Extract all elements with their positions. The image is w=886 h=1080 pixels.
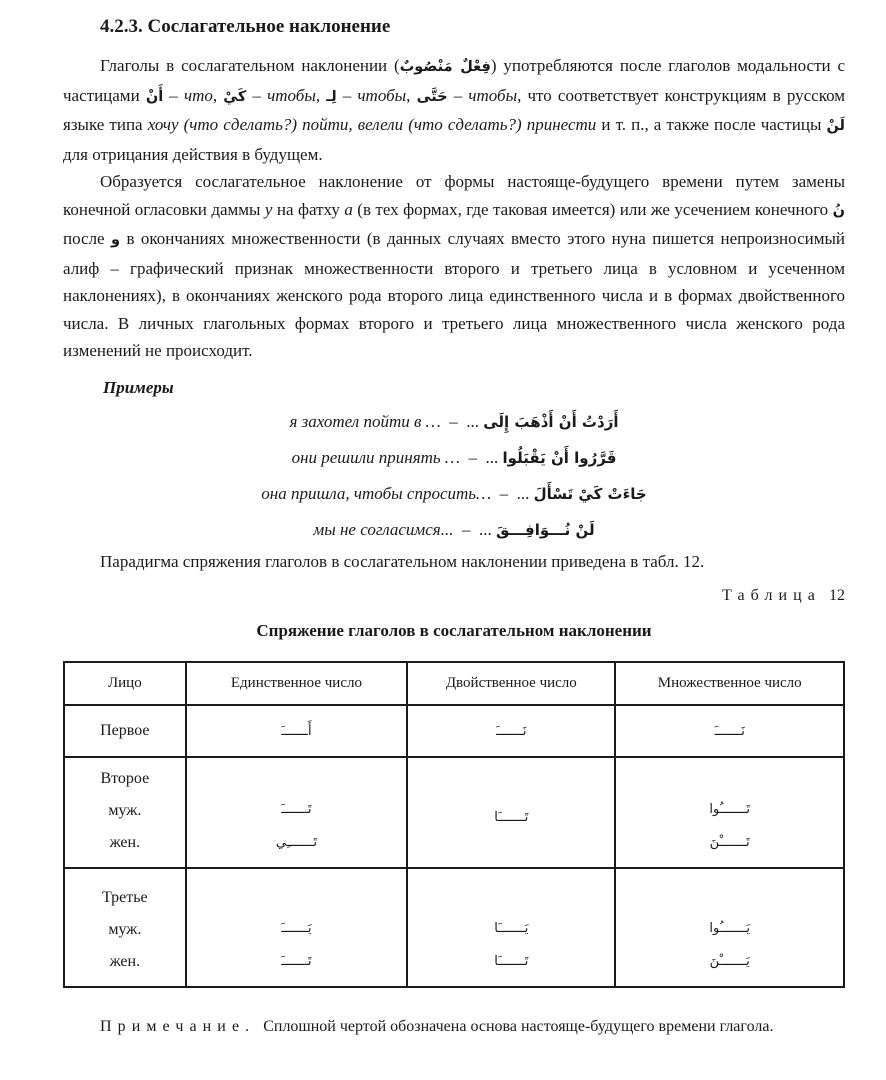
conjugation-form: يَـــــــَا [494,921,529,936]
text-segment: – [246,85,268,105]
text-segment: чтобы [267,85,316,105]
dual-cell [407,705,615,757]
arabic-text: و [111,232,121,248]
russian-phrase: они решили принять … [291,447,461,467]
text-segment: , что соответствует конструкциям в русском языке типа [63,85,846,134]
conjugation-form: يَـــــــُوا [709,921,751,936]
example-line [63,512,845,548]
person-label: Первое [100,722,150,739]
column-header: Лицо [64,662,186,705]
column-header: Множественное число [615,662,844,705]
paragraph-usage [63,52,845,168]
example-line [63,440,845,476]
text-segment: хочу (что сделать?) пойти, велели (что сделать?) принести [147,115,597,134]
arabic-phrase: أَرَدْتُ أَنْ أَذْهَبَ إِلَى [483,412,619,431]
text-segment: Примечание. [100,1018,256,1035]
table-row [64,868,844,987]
text-segment: (в тех формах, где таковая имеется) или же усечением конечного [352,199,833,219]
conjugation-table [63,661,845,988]
plural-cell [615,868,844,987]
conjugation-form: تَـــــــَ [281,954,312,969]
text-segment: а [344,199,353,219]
arabic-text: فِعْلٌ مَنْصُوبٌ [399,59,491,75]
conjugation-form: تَـــــــِي [275,835,317,850]
person-label: муж. [108,921,142,938]
conjugation-form: يَـــــــَ [281,921,312,936]
singular-cell [186,705,408,757]
example-separator: – ... [453,519,496,539]
person-label: жен. [109,953,141,970]
table-header-row [64,662,844,705]
text-segment: Сплошной чертой обозначена основа настояще-будущего времени глагола. [255,1018,774,1035]
text-segment: на фатху [272,199,345,219]
russian-phrase: мы не согласимся... [313,519,454,539]
table-row [64,705,844,757]
arabic-text: أَنْ [145,88,164,105]
text-segment: – [336,85,358,105]
person-cell [64,705,186,757]
conjugation-form: نَـــــــَ [496,723,527,739]
text-segment: , [212,85,224,105]
conjugation-form: أَـــــــَ [281,723,312,739]
example-line [63,476,845,512]
dual-cell [407,868,615,987]
examples-list [63,404,845,548]
conjugation-form: تَـــــــَا [494,810,529,825]
person-label: муж. [108,802,142,819]
arabic-text: كَيْ [223,88,247,105]
text-segment: Образуется сослагательное наклонение от формы настояще-будущего времени путем замены конечной огласовки даммы [63,172,845,219]
person-cell [64,757,186,868]
example-separator: – ... [440,411,484,431]
text-segment: 12 [821,587,845,604]
example-separator: – ... [491,483,534,503]
text-segment: для отрицания действия в будущем. [63,144,323,164]
text-segment: Таблица [722,587,821,604]
conjugation-form: يَـــــــْنَ [709,954,750,969]
text-segment: – [447,85,469,105]
dual-cell [407,757,615,868]
text-segment: , [406,85,417,105]
russian-phrase: она пришла, чтобы спросить… [261,483,492,503]
column-header: Единственное число [186,662,408,705]
arabic-phrase: لَنْ نُـــوَافِـــقَ [495,520,595,539]
person-label: Третье [102,889,148,906]
examples-heading: Примеры [103,377,174,397]
text-segment: , [315,85,327,105]
plural-cell [615,757,844,868]
examples-section [63,378,845,548]
text-segment: у [264,199,273,219]
russian-phrase: я захотел пойти в … [289,411,441,431]
singular-cell [186,868,408,987]
table-caption: Спряжение глаголов в сослагательном наклонении [256,621,652,640]
paragraph-formation [63,168,845,365]
person-label: жен. [109,834,141,851]
arabic-text: لِـ [326,88,337,105]
text-segment: что [183,85,213,105]
text-segment: Парадигма спряжения глаголов в сослагательном наклонении приведена в табл. 12. [100,551,705,571]
table-row [64,757,844,868]
column-header: Двойственное число [407,662,615,705]
text-segment: в окончаниях множественности (в данных случаях вместо этого нуна пишется непроизносимый алиф – графический признак множественности второго и третьего лица в условном и усеченном наклонениях), в окончаниях женского рода второго лица единственного числа и в формах двойственного числа. В личных глагольных формах второго и третьего лица множественного числа женского рода изменений не происходит. [63,229,845,360]
arabic-text: نُ [832,202,845,219]
person-label: Второе [100,770,150,787]
text-segment: Глаголы в сослагательном наклонении ( [100,56,400,75]
text-segment: чтобы [357,85,407,105]
conjugation-form: تَـــــــَا [494,954,529,969]
conjugation-form: تَـــــــْنَ [709,835,750,850]
section-title: 4.2.3. Сослагательное наклонение [100,16,391,37]
conjugation-form: تَـــــــَ [281,802,312,817]
paragraph-paradigm [63,548,845,576]
arabic-phrase: جَاءَتْ كَيْ تَسْأَلَ [533,484,647,503]
text-segment: – [163,85,184,105]
text-segment: чтобы [468,85,518,105]
singular-cell [186,757,408,868]
table-label [63,587,845,605]
person-cell [64,868,186,987]
note [63,1014,845,1040]
text-segment: и т. п., а также после частицы [596,115,827,134]
example-line [63,404,845,440]
arabic-phrase: قَرَّرُوا أَنْ يَقْبَلُوا [502,448,617,467]
text-segment: ) употребляются после глаголов модальности с частицами [63,56,846,105]
arabic-text: حَتَّى [416,88,448,105]
conjugation-form: تَـــــــُوا [709,802,751,817]
arabic-text: لَنْ [826,118,845,134]
conjugation-form: نَـــــــَ [714,723,745,739]
text-segment: после [63,229,112,248]
example-separator: – ... [460,447,503,467]
plural-cell [615,705,844,757]
